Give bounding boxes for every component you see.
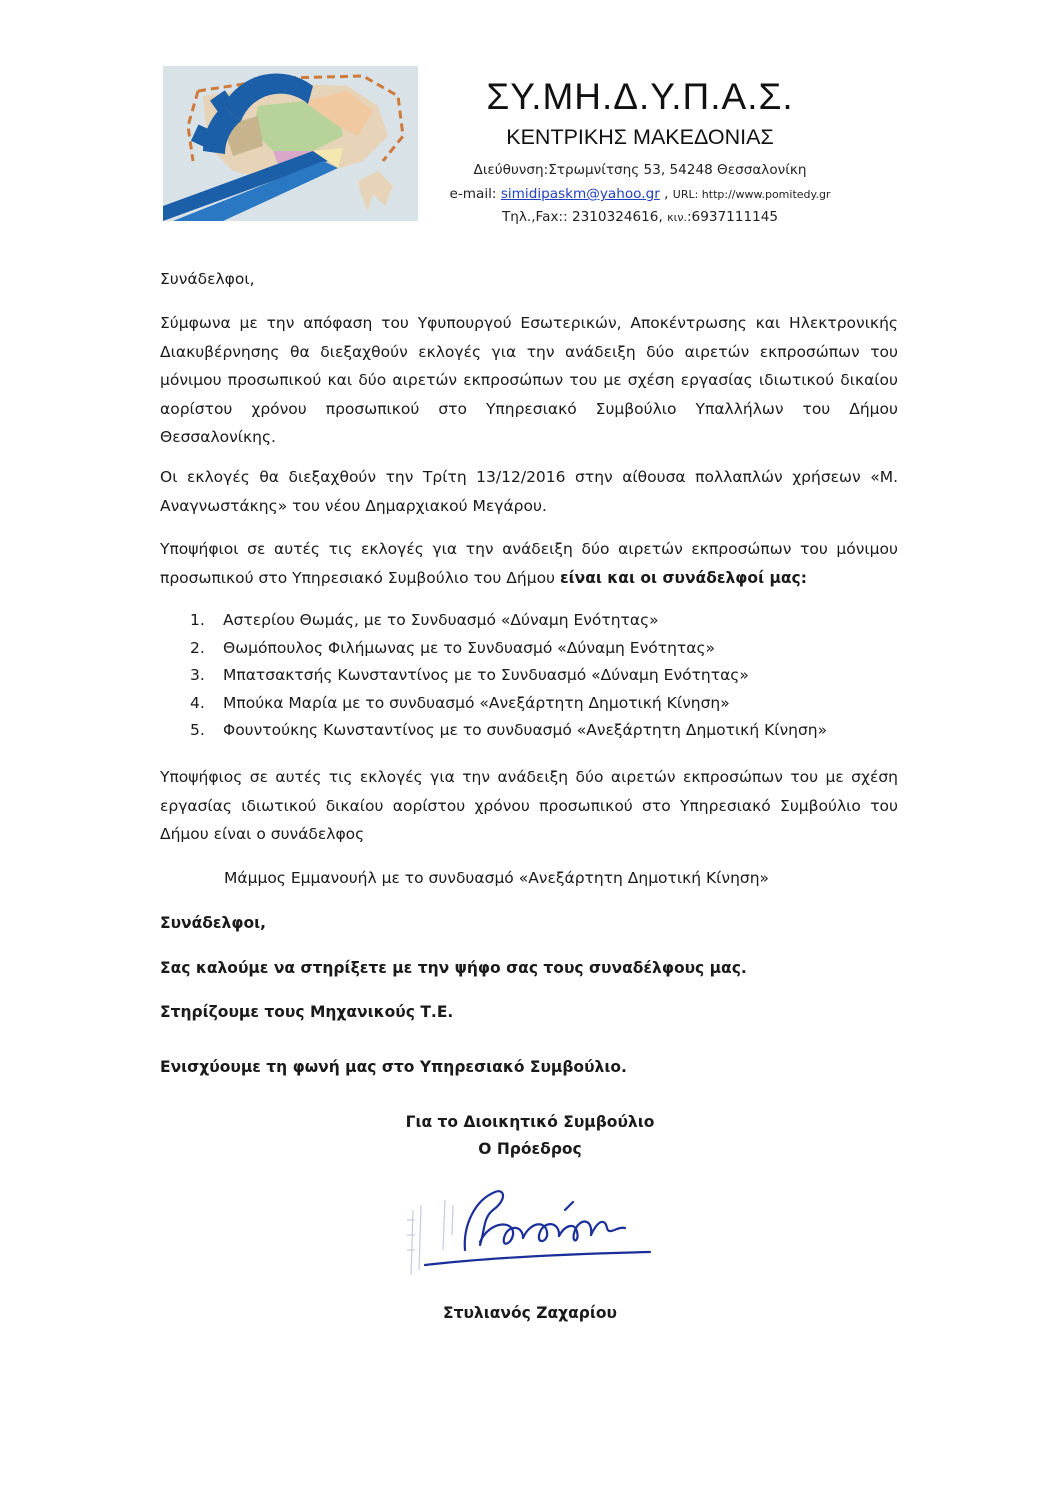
- phone-text: Τηλ.,Fax:: 2310324616,: [501, 209, 663, 225]
- address-text: Διεύθυνση:Στρωμνίτσης 53, 54248 Θεσσαλονίκη: [473, 162, 807, 178]
- candidates-intro-text: Υποψήφιοι σε αυτές τις εκλογές για την ανάδειξη δύο αιρετών εκπροσώπων του μόνιμου προσωπικού στο Υπηρεσιακό Συμβούλιο του Δήμου: [160, 540, 898, 587]
- greeting: Συνάδελφοι,: [160, 270, 255, 288]
- paragraph-announcement: Σύμφωνα με την απόφαση του Υφυπουργού Εσωτερικών, Αποκέντρωσης και Ηλεκτρονικής Διακυβέρνησης θα διεξαχθούν εκλογές για την ανάδειξη δύο αιρετών εκπροσώπων του μόνιμου προσωπικού και δύο αιρετών εκπροσώπων του με σχέση εργασίας ιδιωτικού δικαίου αορίστου χρόνου προσωπικού στο Υπηρεσιακό Συμβούλιο Υπαλλήλων του Δήμου Θεσσαλονίκης.: [160, 314, 898, 446]
- address-line: [410, 162, 870, 178]
- list-item: [190, 607, 890, 635]
- mobile-number: :6937111145: [686, 209, 779, 225]
- handwritten-signature: [395, 1180, 665, 1285]
- signature-role: Ο Πρόεδρος: [478, 1140, 582, 1158]
- phone-line: [410, 209, 870, 225]
- candidate-list: [190, 607, 890, 745]
- closing-greeting: Συνάδελφοι,: [160, 914, 267, 932]
- list-number: 1.: [190, 611, 205, 629]
- paragraph-second-candidate-intro: Υποψήφιος σε αυτές τις εκλογές για την ανάδειξη δύο αιρετών εκπροσώπων του με σχέση εργασίας ιδιωτικού δικαίου αορίστου χρόνου προσωπικού στο Υπηρεσιακό Συμβούλιο του Δήμου είναι ο συνάδελφος: [160, 768, 898, 843]
- organization-title: ΣΥ.ΜΗ.Δ.Υ.Π.Α.Σ.: [486, 76, 794, 117]
- candidates-intro-bold: είναι και οι συνάδελφοί μας:: [559, 568, 807, 587]
- list-number: 2.: [190, 638, 205, 657]
- closing-strengthen: Ενισχύουμε τη φωνή μας στο Υπηρεσιακό Συμβούλιο.: [160, 1058, 627, 1076]
- list-item: [190, 690, 890, 718]
- paragraph-election-date: Οι εκλογές θα διεξαχθούν την Τρίτη 13/12/2016 στην αίθουσα πολλαπλών χρήσεων «Μ. Αναγνωστάκης» του νέου Δημαρχιακού Μεγάρου.: [160, 468, 898, 515]
- mobile-label: κιν.: [667, 211, 687, 224]
- list-item: [190, 662, 890, 690]
- organization-subtitle: ΚΕΝΤΡΙΚΗΣ ΜΑΚΕΔΟΝΙΑΣ: [506, 125, 774, 149]
- signature-board: Για το Διοικητικό Συμβούλιο: [405, 1113, 655, 1131]
- candidate-text: Θωμόπουλος Φιλήμωνας με το Συνδυασμό «Δύναμη Ενότητας»: [223, 638, 716, 657]
- email-link[interactable]: simidipaskm@yahoo.gr: [500, 186, 660, 202]
- signer-name: Στυλιανός Ζαχαρίου: [442, 1304, 618, 1322]
- url-text: URL: http://www.pomitedy.gr: [672, 188, 831, 201]
- contact-line: [410, 186, 870, 202]
- list-number: 3.: [190, 666, 205, 685]
- email-label: e-mail:: [449, 186, 501, 202]
- list-number: 4.: [190, 693, 205, 712]
- closing-call-to-vote: Σας καλούμε να στηρίξετε με την ψήφο σας τους συναδέλφους μας.: [160, 959, 747, 977]
- list-item: [190, 717, 890, 745]
- list-number: 5.: [190, 721, 205, 740]
- paragraph-candidates-intro: [160, 535, 898, 592]
- candidate-text: Φουντούκης Κωνσταντίνος με το συνδυασμό «Ανεξάρτητη Δημοτική Κίνηση»: [223, 721, 828, 740]
- paragraph-second-candidate: Μάμμος Εμμανουήλ με το συνδυασμό «Ανεξάρτητη Δημοτική Κίνηση»: [224, 869, 770, 887]
- candidate-text: Μπατσακτσής Κωνσταντίνος με το Συνδυασμό «Δύναμη Ενότητας»: [223, 666, 749, 685]
- closing-support: Στηρίζουμε τους Μηχανικούς Τ.Ε.: [160, 1003, 454, 1021]
- candidate-text: Μπούκα Μαρία με το συνδυασμό «Ανεξάρτητη Δημοτική Κίνηση»: [223, 693, 730, 712]
- candidate-text: Αστερίου Θωμάς, με το Συνδυασμό «Δύναμη Ενότητας»: [223, 611, 659, 629]
- list-item: [190, 635, 890, 663]
- organization-logo: [163, 66, 418, 221]
- url-separator: ,: [659, 186, 673, 202]
